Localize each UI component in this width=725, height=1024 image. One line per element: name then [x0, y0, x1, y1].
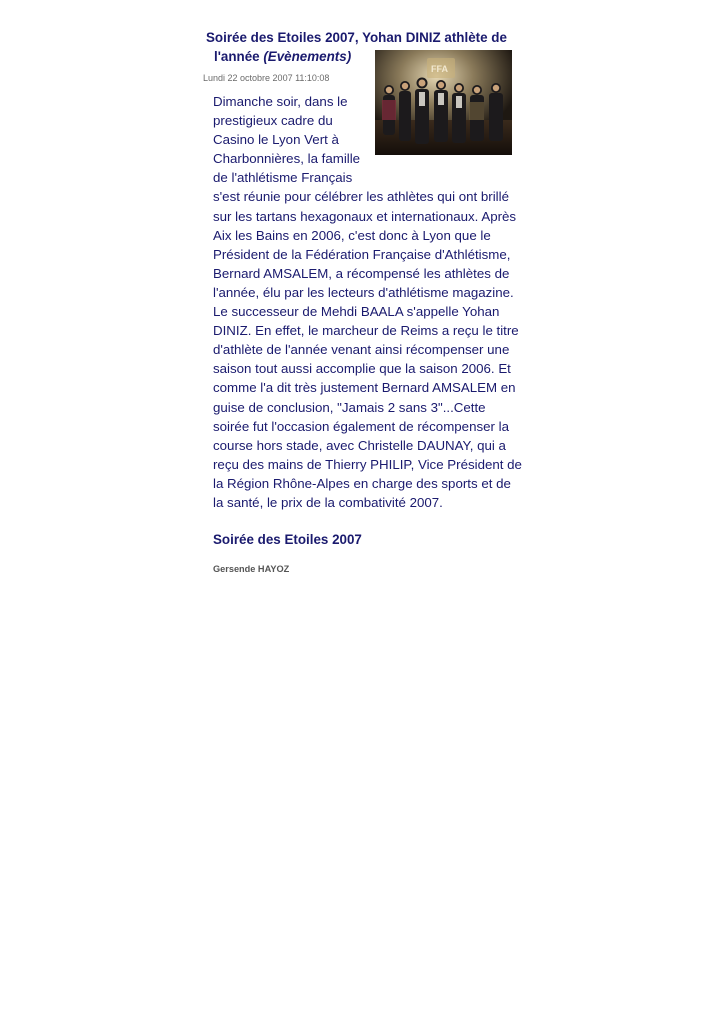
photo-sign-text: FFA [431, 64, 448, 74]
article-author: Gersende HAYOZ [213, 564, 290, 574]
photo-wrap-spacer [373, 92, 523, 184]
article-body [213, 92, 523, 512]
section-heading: Soirée des Etoiles 2007 [213, 532, 362, 547]
article-body-text: Dimanche soir, dans le prestigieux cadre du Casino le Lyon Vert à Charbonnières, la famille de l'athlétisme Français s'est réunie pour célébrer les athlètes qui ont brillé sur les tartans hexagonaux et internationaux. Après Aix les Bains en 2006, c'est donc à Lyon que le Président de la Fédération Française d'Athlétisme, Bernard AMSALEM, a récompensé les athlètes de l'année, élu par les lecteurs d'athlétisme magazine. Le successeur de Mehdi BAALA s'appelle Yohan DINIZ. En effet, le marcheur de Reims a reçu le titre d'athlète de l'année venant ainsi récompenser une saison tout aussi accomplie que la saison 2006. Et comme l'a dit très justement Bernard AMSALEM en guise de conclusion, "Jamais 2 sans 3"...Cette soirée fut l'occasion également de récompenser la course hors stade, avec Christelle DAUNAY, qui a reçu des mains de Thierry PHILIP, Vice Président de la Région Rhône-Alpes en charge des sports et de la santé, le prix de la combativité 2007. [213, 94, 522, 510]
article-title-annee: l'année [214, 49, 260, 64]
article-title-main: Soirée des Etoiles 2007, Yohan DINIZ athlète de [206, 30, 507, 45]
article-category[interactable]: (Evènements) [263, 49, 352, 64]
article-date: Lundi 22 octobre 2007 11:10:08 [203, 73, 330, 83]
